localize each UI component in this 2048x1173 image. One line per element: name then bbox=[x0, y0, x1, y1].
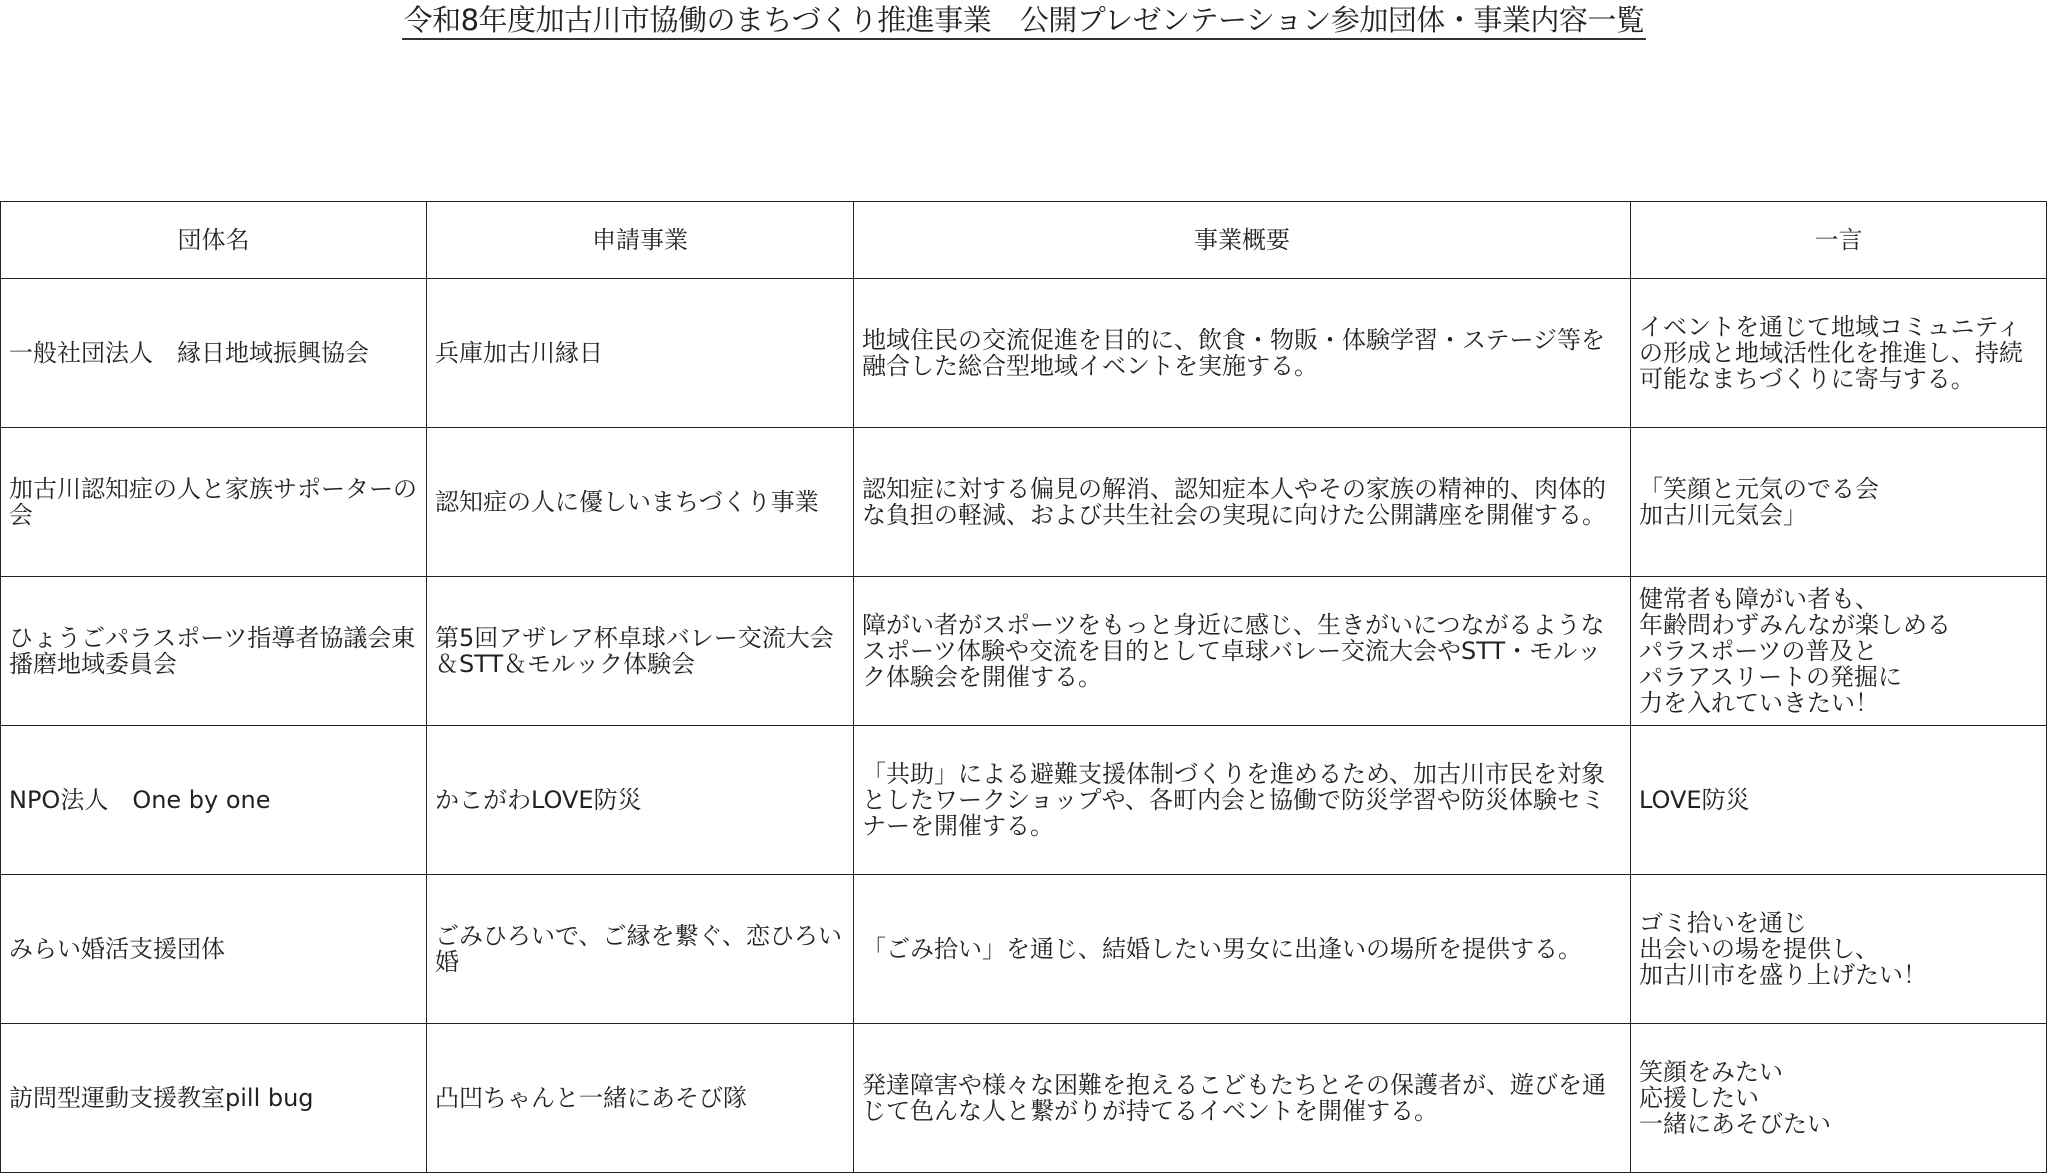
table-row bbox=[1, 428, 2047, 577]
cell-org-name: NPO法人 One by one bbox=[1, 726, 427, 875]
cell-project: 兵庫加古川縁日 bbox=[427, 279, 854, 428]
table-header-row bbox=[1, 202, 2047, 279]
cell-summary: 「共助」による避難支援体制づくりを進めるため、加古川市民を対象としたワークショップや、各町内会と協働で防災学習や防災体験セミナーを開催する。 bbox=[854, 726, 1631, 875]
cell-comment: イベントを通じて地域コミュニティの形成と地域活性化を推進し、持続可能なまちづくりに寄与する。 bbox=[1631, 279, 2047, 428]
cell-comment: 健常者も障がい者も、 年齢問わずみんなが楽しめる パラスポーツの普及と パラアスリートの発掘に 力を入れていきたい！ bbox=[1631, 577, 2047, 726]
cell-org-name: ひょうごパラスポーツ指導者協議会東播磨地域委員会 bbox=[1, 577, 427, 726]
header-org-name: 団体名 bbox=[1, 202, 427, 279]
header-comment: 一言 bbox=[1631, 202, 2047, 279]
header-summary: 事業概要 bbox=[854, 202, 1631, 279]
table-row bbox=[1, 577, 2047, 726]
cell-project: ごみひろいで、ご縁を繋ぐ、恋ひろい婚 bbox=[427, 875, 854, 1024]
cell-comment: ゴミ拾いを通じ 出会いの場を提供し、 加古川市を盛り上げたい！ bbox=[1631, 875, 2047, 1024]
header-project: 申請事業 bbox=[427, 202, 854, 279]
cell-org-name: 一般社団法人 縁日地域振興協会 bbox=[1, 279, 427, 428]
cell-summary: 「ごみ拾い」を通じ、結婚したい男女に出逢いの場所を提供する。 bbox=[854, 875, 1631, 1024]
cell-project: 第5回アザレア杯卓球バレー交流大会＆STT＆モルック体験会 bbox=[427, 577, 854, 726]
cell-summary: 認知症に対する偏見の解消、認知症本人やその家族の精神的、肉体的な負担の軽減、および共生社会の実現に向けた公開講座を開催する。 bbox=[854, 428, 1631, 577]
table-row bbox=[1, 279, 2047, 428]
table-row bbox=[1, 1024, 2047, 1173]
cell-org-name: 加古川認知症の人と家族サポーターの会 bbox=[1, 428, 427, 577]
page-title-text: 令和8年度加古川市協働のまちづくり推進事業 公開プレゼンテーション参加団体・事業内容一覧 bbox=[402, 3, 1647, 40]
cell-org-name: みらい婚活支援団体 bbox=[1, 875, 427, 1024]
cell-project: かこがわLOVE防災 bbox=[427, 726, 854, 875]
cell-project: 凸凹ちゃんと一緒にあそび隊 bbox=[427, 1024, 854, 1173]
cell-comment: 笑顔をみたい 応援したい 一緒にあそびたい bbox=[1631, 1024, 2047, 1173]
cell-summary: 障がい者がスポーツをもっと身近に感じ、生きがいにつながるようなスポーツ体験や交流を目的として卓球バレー交流大会やSTT・モルック体験会を開催する。 bbox=[854, 577, 1631, 726]
cell-summary: 地域住民の交流促進を目的に、飲食・物販・体験学習・ステージ等を融合した総合型地域イベントを実施する。 bbox=[854, 279, 1631, 428]
table-row bbox=[1, 875, 2047, 1024]
cell-org-name: 訪問型運動支援教室pill bug bbox=[1, 1024, 427, 1173]
cell-comment: LOVE防災 bbox=[1631, 726, 2047, 875]
participants-table bbox=[0, 201, 2047, 1173]
page-title bbox=[0, 2, 2048, 38]
table-row bbox=[1, 726, 2047, 875]
cell-summary: 発達障害や様々な困難を抱えるこどもたちとその保護者が、遊びを通じて色んな人と繋がりが持てるイベントを開催する。 bbox=[854, 1024, 1631, 1173]
cell-project: 認知症の人に優しいまちづくり事業 bbox=[427, 428, 854, 577]
cell-comment: 「笑顔と元気のでる会 加古川元気会」 bbox=[1631, 428, 2047, 577]
